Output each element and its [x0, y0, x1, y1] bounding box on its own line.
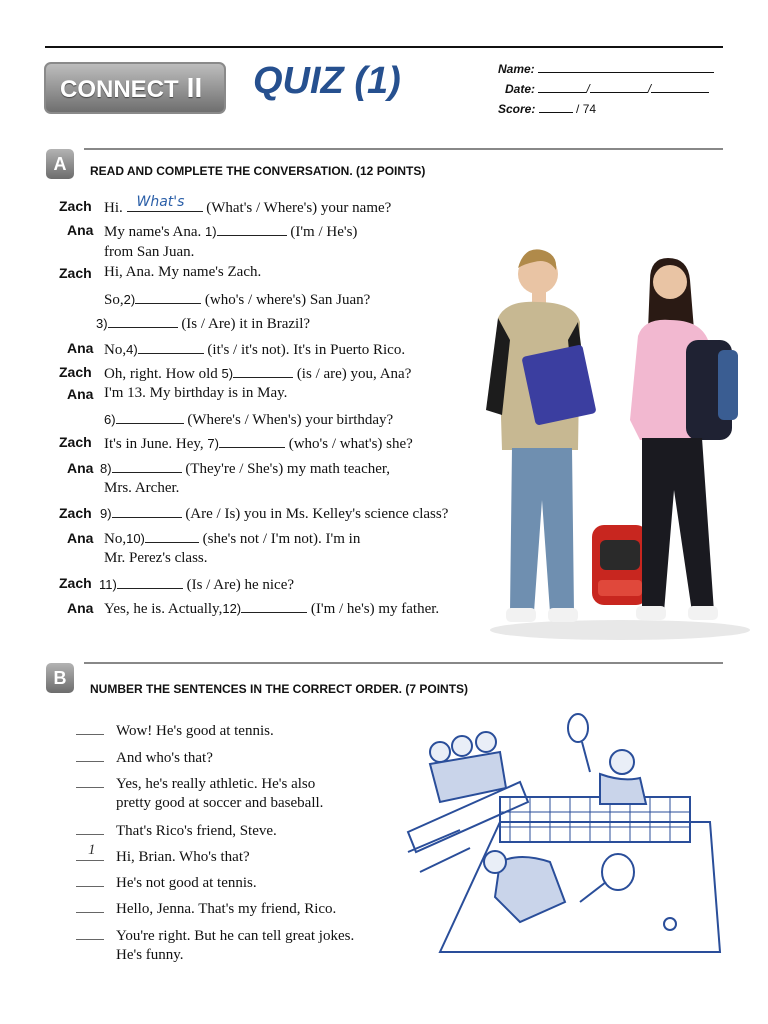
section-b-badge: B — [46, 663, 74, 693]
answer-blank-5[interactable] — [233, 363, 293, 378]
player-head — [610, 750, 634, 774]
order-item — [76, 842, 250, 866]
sentence-text: That's Rico's friend, Steve. — [116, 823, 277, 839]
conv-text: My name's Ana. — [104, 224, 202, 240]
tennis-cartoon — [400, 712, 730, 962]
speaker-zach: Zach — [59, 364, 92, 380]
answer-blank-6[interactable] — [116, 409, 184, 424]
spectator-head-2 — [452, 736, 472, 756]
example-answer: What's — [136, 194, 185, 210]
date-sep-1: / — [586, 82, 590, 96]
conv-line-15 — [104, 550, 208, 567]
conv-text: (They're / She's) my math teacher, — [185, 461, 391, 477]
speaker-zach: Zach — [59, 198, 92, 214]
conv-line-14 — [104, 528, 360, 548]
order-blank[interactable] — [76, 927, 104, 940]
conv-text: (Are / Is) you in Ms. Kelley's science class? — [185, 506, 449, 522]
order-item-continued — [116, 947, 184, 964]
conv-text: It's in June. Hey, — [104, 436, 204, 452]
blank-number: 10) — [126, 531, 145, 546]
logo-numeral: II — [186, 72, 203, 103]
name-line[interactable] — [538, 61, 714, 73]
speaker-ana: Ana — [67, 340, 94, 356]
order-item — [76, 822, 277, 840]
conv-text: No, — [104, 342, 127, 358]
sentence-text: Wow! He's good at tennis. — [116, 723, 274, 739]
sentence-text: And who's that? — [116, 750, 213, 766]
conv-text: (Where's / When's) your birthday? — [187, 412, 394, 428]
falling-player-head — [484, 851, 506, 873]
section-a-rule — [84, 148, 723, 150]
conv-line-5 — [96, 313, 310, 333]
answer-blank-4[interactable] — [138, 339, 204, 354]
spectator-head-1 — [430, 742, 450, 762]
speaker-ana: Ana — [67, 386, 94, 402]
quiz-title: QUIZ (1) — [253, 60, 401, 102]
conv-line-12 — [104, 480, 179, 497]
conv-text: (I'm / he's) my father. — [310, 601, 440, 617]
girl-figure — [630, 258, 738, 620]
sentence-text: Hi, Brian. Who's that? — [116, 849, 250, 865]
conv-text: Hi. — [104, 200, 123, 216]
speaker-zach: Zach — [59, 265, 92, 281]
racket-handle — [582, 742, 590, 772]
conv-line-3 — [104, 264, 261, 281]
speaker-zach: Zach — [59, 575, 92, 591]
score-line[interactable] — [539, 101, 573, 113]
conv-text: (What's / Where's) your name? — [206, 200, 392, 216]
order-blank[interactable] — [76, 900, 104, 913]
answer-blank-12[interactable] — [241, 598, 307, 613]
order-blank[interactable] — [76, 822, 104, 835]
speaker-ana: Ana — [67, 530, 94, 546]
conv-text: Oh, right. How old — [104, 366, 218, 382]
conv-text: (I'm / He's) — [290, 224, 358, 240]
conv-line-16 — [99, 574, 294, 594]
conv-text: So, — [104, 292, 124, 308]
blank-number: 7) — [207, 436, 219, 451]
conv-text: Yes, he is. Actually, — [104, 601, 223, 617]
conv-text: from San Juan. — [104, 244, 195, 260]
section-b-rule — [84, 662, 723, 664]
answer-blank-example — [127, 194, 203, 212]
order-item — [76, 722, 274, 740]
conv-line-1 — [104, 221, 357, 241]
player-body — [600, 774, 646, 804]
floor-shadow — [490, 620, 750, 640]
score-total: / 74 — [576, 102, 597, 116]
date-label: Date: — [505, 82, 536, 96]
conv-line-8 — [104, 385, 287, 402]
speaker-zach: Zach — [59, 505, 92, 521]
sentence-text: He's funny. — [116, 947, 184, 963]
blank-number: 12) — [222, 601, 242, 616]
order-item — [76, 749, 213, 767]
section-a-title: READ AND COMPLETE THE CONVERSATION. (12 POINTS) — [90, 164, 426, 178]
conv-text: (is / are) you, Ana? — [296, 366, 412, 382]
conv-line-2 — [104, 244, 194, 261]
order-item-continued — [116, 795, 323, 812]
tennis-net — [500, 797, 690, 842]
top-rule — [45, 46, 723, 48]
blank-number: 11) — [99, 577, 117, 592]
racket-bottom-handle — [580, 882, 606, 902]
answer-blank-3[interactable] — [108, 313, 178, 328]
blank-number: 5) — [221, 366, 234, 381]
speaker-zach: Zach — [59, 434, 92, 450]
conv-text: Hi, Ana. My name's Zach. — [104, 264, 262, 280]
conv-text: (Is / Are) it in Brazil? — [181, 316, 311, 332]
conv-text: (it's / it's not). It's in Puerto Rico. — [207, 342, 406, 358]
answer-blank-9[interactable] — [112, 503, 182, 518]
students-photo — [480, 240, 760, 640]
score-field[interactable] — [498, 101, 596, 116]
conv-line-13 — [100, 503, 448, 523]
blank-number: 4) — [126, 342, 138, 357]
conv-line-6 — [104, 339, 405, 359]
conv-line-11 — [100, 458, 390, 478]
tennis-ball — [664, 918, 676, 930]
order-item — [76, 927, 354, 945]
conv-line-9 — [104, 409, 393, 429]
backpack-red — [592, 525, 648, 605]
sentence-text: You're right. But he can tell great jokes. — [116, 928, 355, 944]
speaker-ana: Ana — [67, 460, 94, 476]
answer-blank-11[interactable] — [117, 574, 183, 589]
spectator-head-3 — [476, 732, 496, 752]
section-a-badge: A — [46, 149, 74, 179]
blank-number: 9) — [100, 506, 112, 521]
sentence-text: Hello, Jenna. That's my friend, Rico. — [116, 901, 337, 917]
blank-number: 3) — [96, 316, 108, 331]
net-mesh — [500, 797, 690, 842]
date-month-line[interactable] — [590, 81, 648, 93]
conv-text: I'm 13. My birthday is in May. — [104, 385, 288, 401]
score-label: Score: — [498, 102, 536, 116]
order-blank[interactable] — [76, 874, 104, 887]
conv-line-10 — [104, 433, 413, 453]
conv-text: No, — [104, 531, 127, 547]
conv-text: (Is / Are) he nice? — [186, 577, 295, 593]
date-year-line[interactable] — [651, 81, 709, 93]
order-blank[interactable] — [76, 749, 104, 762]
blank-number: 1) — [205, 224, 217, 239]
conv-text: Mr. Perez's class. — [104, 550, 208, 566]
order-item — [76, 900, 336, 918]
sentence-text: pretty good at soccer and baseball. — [116, 795, 324, 811]
answer-blank-2[interactable] — [135, 289, 201, 304]
name-field[interactable] — [498, 61, 714, 76]
name-label: Name: — [498, 62, 535, 76]
conv-text: (who's / what's) she? — [288, 436, 413, 452]
answer-blank-1[interactable] — [217, 221, 287, 236]
conv-text: Mrs. Archer. — [104, 480, 180, 496]
section-b-title: NUMBER THE SENTENCES IN THE CORRECT ORDER. (7 POINTS) — [90, 682, 469, 696]
date-day-line[interactable] — [538, 81, 586, 93]
conv-line-4 — [104, 289, 370, 309]
conv-text: (who's / where's) San Juan? — [204, 292, 371, 308]
conv-line-17 — [104, 598, 439, 618]
connect-logo — [44, 62, 226, 114]
boy-figure — [486, 249, 597, 622]
blank-number: 8) — [100, 461, 112, 476]
sentence-text: Yes, he's really athletic. He's also — [116, 776, 316, 792]
speaker-ana: Ana — [67, 222, 94, 238]
conv-line-0 — [104, 194, 392, 217]
date-sep-2: / — [647, 82, 652, 96]
order-blank[interactable] — [76, 722, 104, 735]
order-item — [76, 874, 257, 892]
blank-number: 6) — [104, 412, 116, 427]
answer-blank-10[interactable] — [145, 528, 199, 543]
answer-blank-8[interactable] — [112, 458, 182, 473]
order-answer: 1 — [88, 842, 96, 858]
order-blank[interactable] — [76, 842, 104, 861]
racket-bottom — [602, 854, 634, 890]
racket-top — [568, 714, 588, 742]
order-item — [76, 775, 315, 793]
blank-number: 2) — [123, 292, 136, 307]
speaker-ana: Ana — [67, 600, 94, 616]
logo-text: CONNECT — [60, 76, 179, 103]
conv-text: (she's not / I'm not). I'm in — [202, 531, 361, 547]
conv-line-7 — [104, 363, 411, 383]
date-field[interactable] — [505, 81, 709, 96]
order-blank[interactable] — [76, 775, 104, 788]
sentence-text: He's not good at tennis. — [116, 875, 257, 891]
answer-blank-7[interactable] — [219, 433, 285, 448]
